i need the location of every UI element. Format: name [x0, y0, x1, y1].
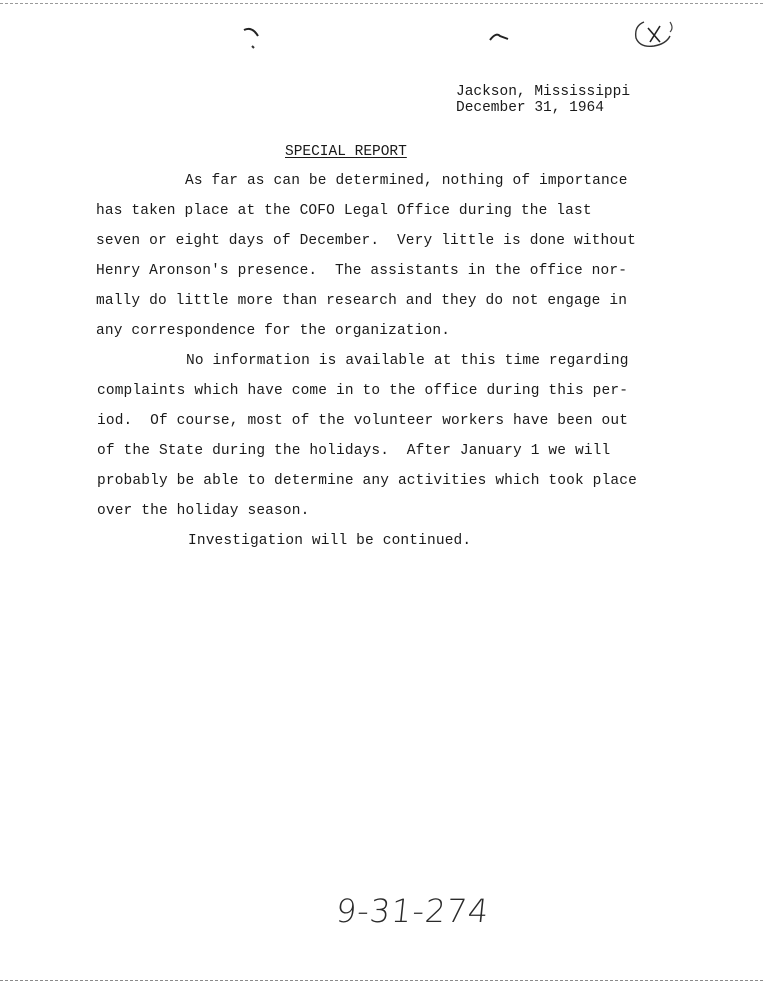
header-block — [456, 84, 630, 116]
body-line: seven or eight days of December. Very little is done without — [96, 233, 636, 249]
bottom-scan-edge — [0, 980, 763, 981]
scan-mark-center — [488, 30, 512, 44]
body-line: probably be able to determine any activities which took place — [97, 473, 637, 489]
body-line: iod. Of course, most of the volunteer workers have been out — [97, 413, 629, 429]
body-line: Investigation will be continued. — [188, 533, 472, 549]
body-line: of the State during the holidays. After January 1 we will — [97, 443, 611, 459]
header-date: December 31, 1964 — [456, 100, 604, 116]
body-line: Henry Aronson's presence. The assistants in the office nor- — [96, 263, 628, 279]
scan-mark-left — [240, 24, 266, 54]
body-line: any correspondence for the organization. — [96, 323, 451, 339]
header-place: Jackson, Mississippi — [456, 84, 631, 100]
body-line: mally do little more than research and they do not engage in — [96, 293, 628, 309]
body-line: As far as can be determined, nothing of importance — [185, 173, 628, 189]
body-line: over the holiday season. — [97, 503, 310, 519]
circled-x-mark-icon — [630, 16, 678, 52]
body-line: complaints which have come in to the office during this per- — [97, 383, 629, 399]
report-title: SPECIAL REPORT — [285, 144, 407, 160]
body-line: No information is available at this time regarding — [186, 353, 629, 369]
body-line: has taken place at the COFO Legal Office during the last — [96, 203, 592, 219]
top-scan-edge — [0, 3, 763, 4]
handwritten-file-number: 9-31-274 — [334, 892, 492, 930]
